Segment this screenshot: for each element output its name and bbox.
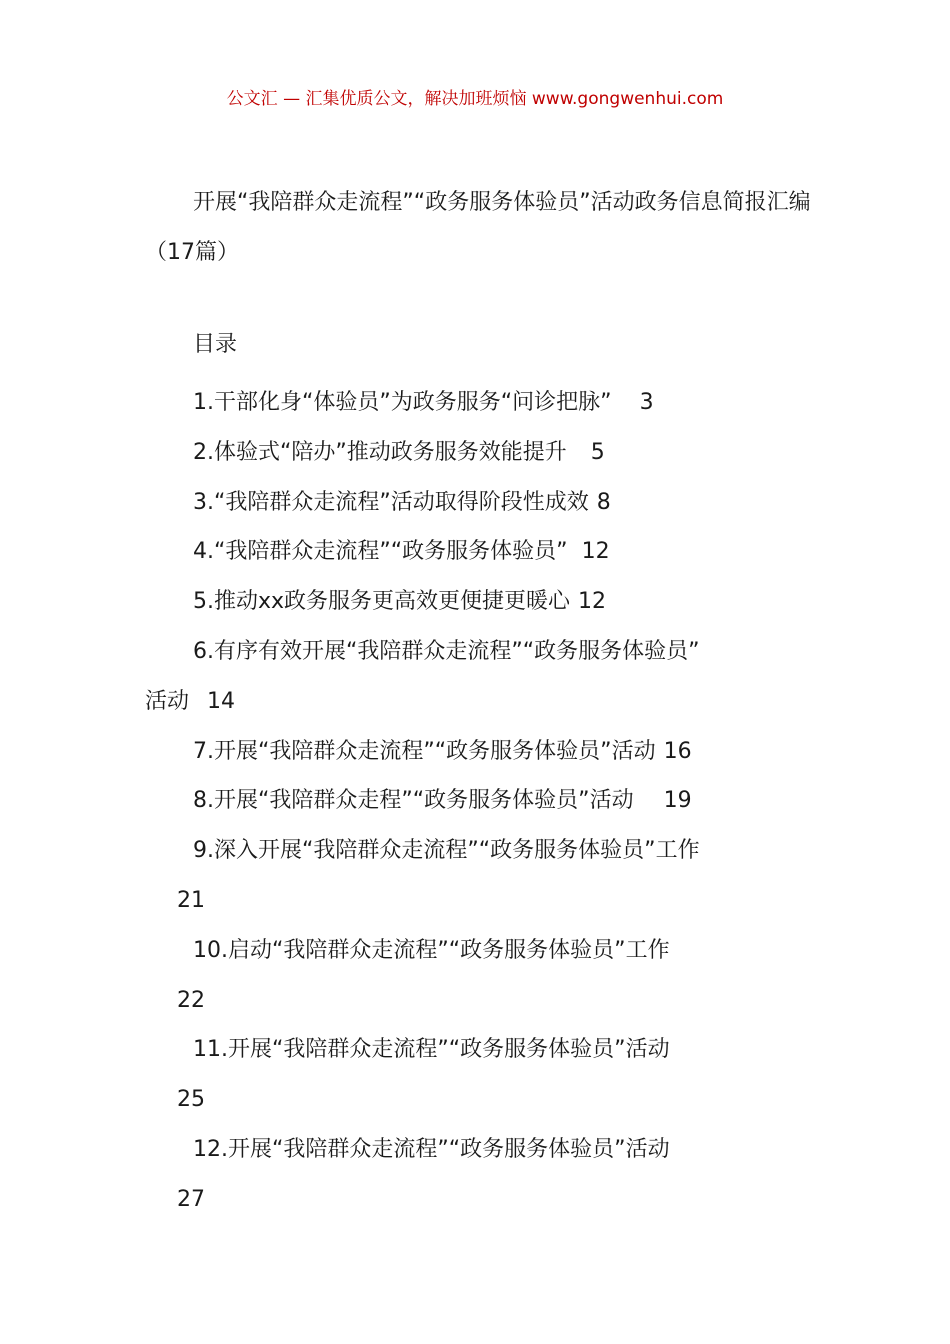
- toc-item-page: 12: [578, 589, 607, 615]
- toc-item-continuation: [145, 876, 815, 926]
- toc-item-page: 21: [177, 887, 205, 913]
- toc-item: [145, 527, 815, 577]
- toc-item-continuation: [145, 1075, 815, 1125]
- table-of-contents: [145, 378, 815, 1225]
- toc-item-page: 3: [639, 390, 654, 415]
- toc-item-page: 16: [663, 738, 692, 764]
- toc-item-page: 12: [581, 539, 610, 565]
- page-header: 公文汇 — 汇集优质公文，解决加班烦恼 www.gongwenhui.com: [226, 89, 724, 109]
- toc-item-page: 27: [177, 1186, 205, 1212]
- toc-item-title: 7.开展“我陪群众走流程”“政务服务体验员”活动: [193, 738, 656, 764]
- toc-item-continuation: [145, 976, 815, 1026]
- toc-item: [145, 826, 815, 926]
- toc-item: [145, 577, 815, 627]
- toc-item: [145, 1025, 815, 1125]
- toc-item-continuation: [145, 677, 815, 727]
- toc-item-page: 14: [207, 688, 236, 714]
- toc-item: [145, 627, 815, 727]
- toc-item: [145, 926, 815, 1026]
- toc-item-page: 25: [177, 1087, 205, 1113]
- document-title: 开展“我陪群众走流程”“政务服务体验员”活动政务信息简报汇编（17篇）: [145, 190, 811, 265]
- toc-item-page: 19: [663, 788, 692, 814]
- toc-item-page: 5: [590, 439, 605, 465]
- toc-item-title: 1.干部化身“体验员”为政务服务“问诊把脉”: [193, 390, 612, 415]
- toc-item-page: 8: [596, 489, 611, 515]
- toc-item: [145, 428, 815, 478]
- toc-item-title-cont: 活动: [145, 688, 190, 714]
- toc-item: [145, 727, 815, 777]
- toc-item-title: 6.有序有效开展“我陪群众走流程”“政务服务体验员”: [193, 638, 700, 664]
- toc-item: [145, 776, 815, 826]
- toc-item-title: 4.“我陪群众走流程”“政务服务体验员”: [193, 539, 568, 565]
- toc-heading: 目录: [193, 332, 238, 357]
- toc-item-page: 22: [177, 987, 205, 1013]
- toc-item-title: 10.启动“我陪群众走流程”“政务服务体验员”工作: [193, 937, 670, 963]
- toc-item-title: 5.推动xx政务服务更高效更便捷更暖心: [193, 589, 571, 615]
- toc-item: [145, 478, 815, 528]
- toc-item: [145, 1125, 815, 1225]
- toc-item-continuation: [145, 1175, 815, 1225]
- toc-item: [145, 378, 815, 428]
- toc-item-title: 8.开展“我陪群众走程”“政务服务体验员”活动: [193, 788, 634, 814]
- toc-item-title: 2.体验式“陪办”推动政务服务效能提升: [193, 439, 567, 465]
- toc-item-title: 9.深入开展“我陪群众走流程”“政务服务体验员”工作: [193, 838, 700, 864]
- toc-item-title: 11.开展“我陪群众走流程”“政务服务体验员”活动: [193, 1037, 670, 1063]
- toc-item-title: 12.开展“我陪群众走流程”“政务服务体验员”活动: [193, 1136, 670, 1162]
- toc-item-title: 3.“我陪群众走流程”活动取得阶段性成效: [193, 489, 589, 515]
